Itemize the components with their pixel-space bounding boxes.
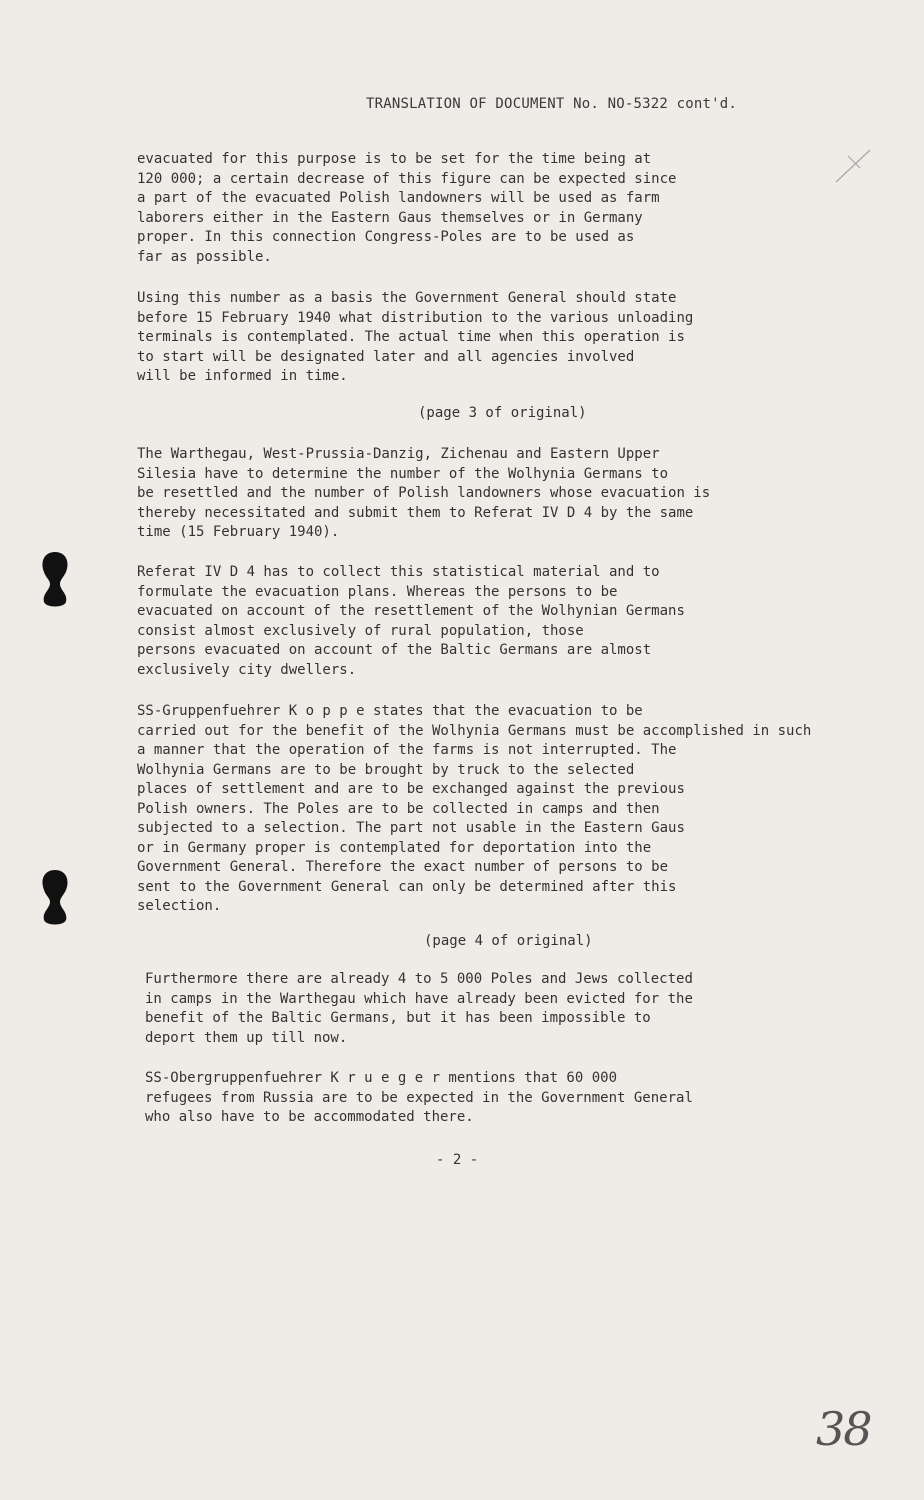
text-line: subjected to a selection. The part not usable in the Eastern Gaus [137, 820, 685, 836]
text-line: SS-Obergruppenfuehrer K r u e g e r mentions that 60 000 [145, 1070, 618, 1086]
text-line: time (15 February 1940). [137, 524, 340, 540]
text-line: or in Germany proper is contemplated for deportation into the [137, 839, 652, 856]
text-line: carried out for the benefit of the Wolhynia Germans must be accomplished in such [137, 722, 812, 739]
page-3-marker: (page 3 of original) [418, 405, 587, 421]
document-header: TRANSLATION OF DOCUMENT No. NO-5322 cont'd. [366, 96, 738, 112]
text-line: benefit of the Baltic Germans, but it has been impossible to [145, 1010, 651, 1026]
text-line: a manner that the operation of the farms is not interrupted. The [137, 742, 677, 758]
text-line: persons evacuated on account of the Baltic Germans are almost [137, 642, 652, 658]
text-line: formulate the evacuation plans. Whereas the persons to be [137, 583, 618, 600]
page-4-marker: (page 4 of original) [424, 933, 593, 949]
text-line: evacuated on account of the resettlement of the Wolhynian Germans [137, 603, 685, 619]
paragraph-1 [137, 150, 857, 267]
text-line: The Warthegau, West-Prussia-Danzig, Zichenau and Eastern Upper [137, 446, 660, 462]
text-line: exclusively city dwellers. [137, 661, 357, 678]
paragraph-7 [145, 1069, 865, 1128]
text-line: a part of the evacuated Polish landowners will be used as farm [137, 190, 660, 206]
text-line: SS-Gruppenfuehrer K o p p e states that the evacuation to be [137, 703, 643, 719]
text-line: Furthermore there are already 4 to 5 000 Poles and Jews collected [145, 971, 693, 987]
text-line: Silesia have to determine the number of the Wolhynia Germans to [137, 465, 669, 482]
paragraph-5 [137, 702, 857, 917]
paragraph-6 [145, 970, 865, 1048]
punch-hole-icon [38, 550, 72, 610]
text-line: Wolhynia Germans are to be brought by truck to the selected [137, 761, 635, 778]
text-line: Referat IV D 4 has to collect this statistical material and to [137, 564, 660, 580]
text-line: 120 000; a certain decrease of this figure can be expected since [137, 170, 677, 187]
text-line: be resettled and the number of Polish landowners whose evacuation is [137, 485, 711, 501]
text-line: Government General. Therefore the exact number of persons to be [137, 859, 669, 875]
punch-hole-icon [38, 868, 72, 928]
text-line: in camps in the Warthegau which have already been evicted for the [145, 990, 693, 1007]
text-line: far as possible. [137, 248, 272, 265]
text-line: consist almost exclusively of rural population, those [137, 622, 584, 639]
text-line: selection. [137, 898, 222, 914]
paragraph-3 [137, 445, 857, 543]
text-line: laborers either in the Eastern Gaus themselves or in Germany [137, 209, 643, 226]
text-line: thereby necessitated and submit them to Referat IV D 4 by the same [137, 504, 694, 521]
handwritten-page-number: 38 [816, 1402, 871, 1456]
paragraph-4 [137, 563, 857, 680]
text-line: will be informed in time. [137, 368, 348, 384]
text-line: deport them up till now. [145, 1029, 348, 1046]
text-line: terminals is contemplated. The actual time when this operation is [137, 329, 685, 345]
text-line: places of settlement and are to be exchanged against the previous [137, 781, 685, 797]
page-number: - 2 - [436, 1152, 479, 1168]
text-line: evacuated for this purpose is to be set for the time being at [137, 151, 652, 167]
text-line: Polish owners. The Poles are to be collected in camps and then [137, 800, 660, 817]
text-line: to start will be designated later and all agencies involved [137, 348, 635, 365]
text-line: sent to the Government General can only be determined after this [137, 878, 677, 895]
text-line: refugees from Russia are to be expected in the Government General [145, 1089, 693, 1106]
text-line: Using this number as a basis the Government General should state [137, 290, 677, 306]
text-line: proper. In this connection Congress-Poles are to be used as [137, 229, 635, 245]
paragraph-2 [137, 289, 857, 387]
text-line: before 15 February 1940 what distribution to the various unloading [137, 309, 694, 326]
text-line: who also have to be accommodated there. [145, 1109, 474, 1125]
